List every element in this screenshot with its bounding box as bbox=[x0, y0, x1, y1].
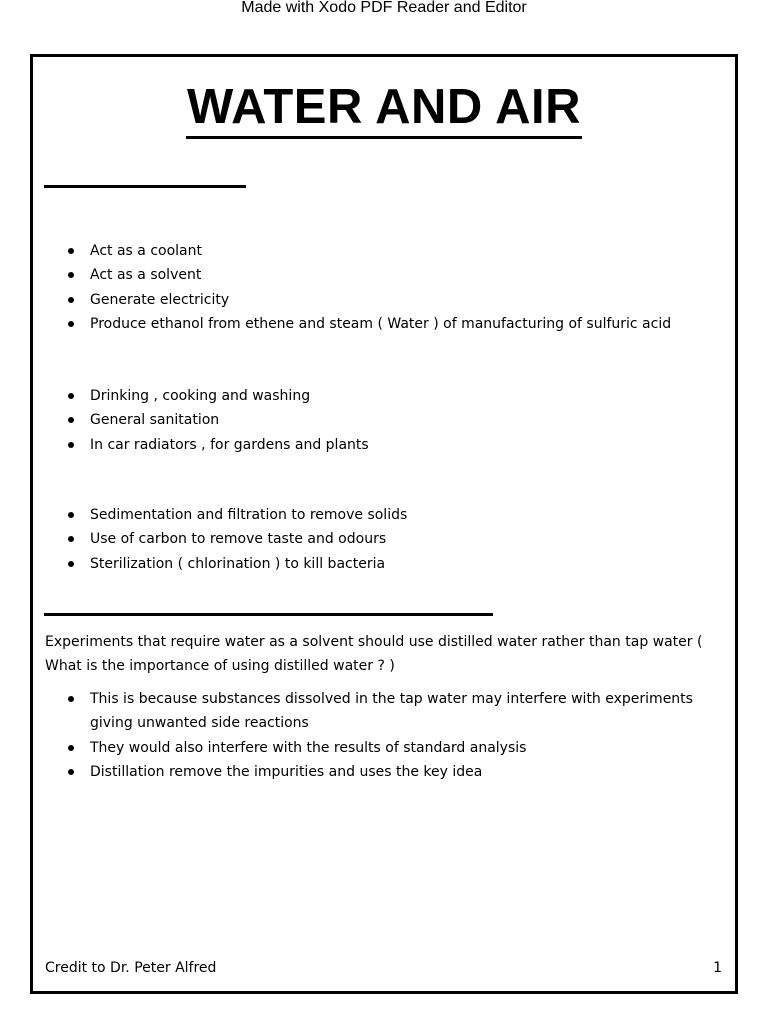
list-item: In car radiators , for gardens and plants bbox=[0, 433, 369, 457]
list-item: Produce ethanol from ethene and steam ( Water ) of manufacturing of sulfuric acid bbox=[0, 312, 671, 336]
list-item: This is because substances dissolved in the tap water may interfere with experiments giving unwanted side reactions bbox=[0, 687, 710, 736]
list-item: Sedimentation and filtration to remove solids bbox=[0, 503, 407, 527]
watermark-text: Made with Xodo PDF Reader and Editor bbox=[241, 0, 527, 16]
list-item: Act as a coolant bbox=[0, 239, 671, 263]
list-item: Act as a solvent bbox=[0, 263, 671, 287]
list-item: Drinking , cooking and washing bbox=[0, 384, 369, 408]
distilled-water-list bbox=[0, 687, 710, 784]
page-number: 1 bbox=[713, 960, 722, 976]
list-item: General sanitation bbox=[0, 408, 369, 432]
list-item: Distillation remove the impurities and uses the key idea bbox=[0, 760, 710, 784]
uses-of-water-list bbox=[0, 239, 671, 336]
list-item: Use of carbon to remove taste and odours bbox=[0, 527, 407, 551]
list-item: Generate electricity bbox=[0, 288, 671, 312]
page-title: WATER AND AIR bbox=[0, 74, 768, 140]
list-item: Sterilization ( chlorination ) to kill bacteria bbox=[0, 552, 407, 576]
list-item: They would also interfere with the results of standard analysis bbox=[0, 736, 710, 760]
blank-heading-underline bbox=[44, 185, 246, 188]
home-uses-list bbox=[0, 384, 369, 457]
water-treatment-list bbox=[0, 503, 407, 576]
distilled-water-intro: Experiments that require water as a solvent should use distilled water rather than tap water ( What is the importance of using distilled water ? ) bbox=[45, 634, 703, 674]
blank-heading-underline bbox=[44, 613, 493, 616]
footer-credit: Credit to Dr. Peter Alfred bbox=[45, 960, 217, 976]
